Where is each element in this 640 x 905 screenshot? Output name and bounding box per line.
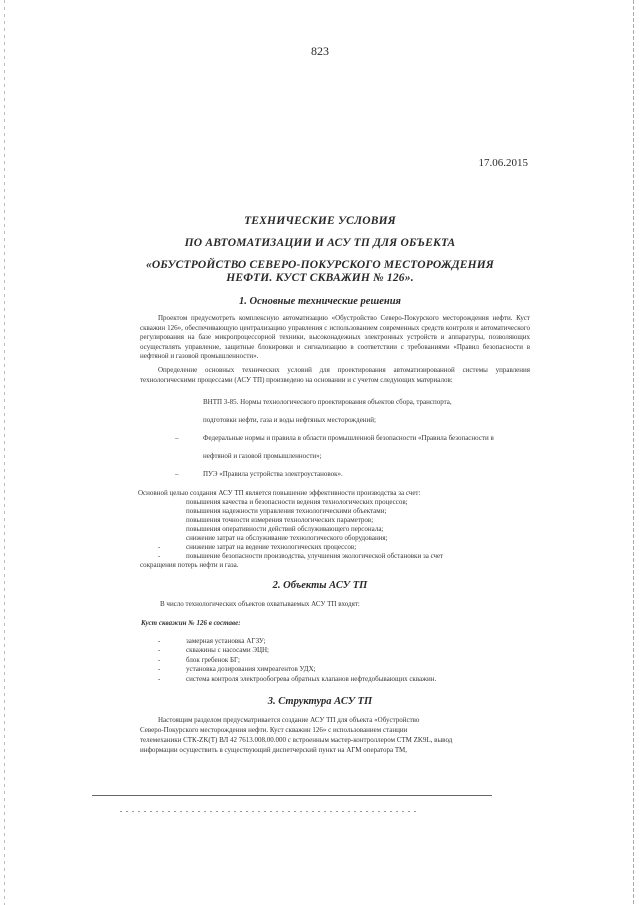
goal-item: снижение затрат на ведение технологических процессов; <box>186 543 357 551</box>
section-3-line-4: информации осуществить в существующий диспетчерский пункт на АГМ оператора ТМ, <box>140 746 407 754</box>
section-2-subheading: Куст скважин № 126 в составе: <box>141 619 241 627</box>
list-dash: - <box>158 656 161 664</box>
reference-2-line-1: Федеральные нормы и правила в области промышленной безопасности «Правила безопасности в <box>203 434 494 442</box>
title-line-1: ТЕХНИЧЕСКИЕ УСЛОВИЯ <box>244 215 396 227</box>
goals-intro: Основной целью создания АСУ ТП является повышение эффективности производства за счет: <box>138 489 421 497</box>
list-dash: – <box>175 470 179 478</box>
section-2-intro: В число технологических объектов охватываемых АСУ ТП входят: <box>160 600 360 608</box>
section-1-heading: 1. Основные технические решения <box>239 296 401 307</box>
footer-rule <box>92 795 492 796</box>
list-dash: - <box>158 646 161 654</box>
footer-dotted-line <box>120 811 420 812</box>
list-dash: – <box>175 434 179 442</box>
reference-1-line-2: подготовки нефти, газа и воды нефтяных месторождений; <box>203 416 376 424</box>
goal-item: снижение затрат на обслуживание технологического оборудования; <box>186 534 388 542</box>
page-number: 823 <box>311 44 329 58</box>
goal-tail: сокращения потерь нефти и газа. <box>140 561 239 569</box>
object-item: скважины с насосами ЭЦН; <box>186 646 270 654</box>
title-line-4: НЕФТИ. КУСТ СКВАЖИН № 126». <box>226 272 414 284</box>
document-date: 17.06.2015 <box>478 157 528 169</box>
reference-3: ПУЭ «Правила устройства электроустановок». <box>203 470 343 478</box>
object-item: замерная установка АГЗУ; <box>186 637 266 645</box>
list-dash: - <box>158 637 161 645</box>
goal-item: повышение безопасности производства, улучшения экологической обстановки за счет <box>186 552 444 560</box>
list-dash: - <box>158 665 161 673</box>
section-1-paragraph-2: Определение основных технических условий для проектирования автоматизированной системы управления технологическими процессами (АСУ ТП) произведено на основании и с учетом следующих материалов: <box>140 366 530 384</box>
list-dash: - <box>158 675 161 683</box>
section-3-heading: 3. Структура АСУ ТП <box>267 696 373 707</box>
section-3-line-1: Настоящим разделом предусматривается создание АСУ ТП для объекта «Обустройство <box>158 716 420 724</box>
goal-item: повышения оперативности действий обслуживающего персонала; <box>186 525 384 533</box>
section-3-line-3: телемеханики СТК-ZK(Т) ВЛ 42 7613.008.00.000 с встроенным мастер-контроллером СТМ ZK9L, вывод <box>140 736 453 744</box>
reference-2-line-2: нефтяной и газовой промышленности»; <box>203 452 322 460</box>
section-1-paragraph-1: Проектом предусмотреть комплексную автоматизацию «Обустройство Северо-Покурского месторождения нефти. Куст скважин 126», обеспечивающую централизацию управления с использованием современных средств контроля и автоматического регулирования на базе микропроцессорной техники, высоконадежных электронных устройств и аппаратуры, позволяющих осуществлять управление, защитные блокировки и сигнализацию в соответствии с требованиями «Правил безопасности в нефтяной и газовой промышленности». <box>140 314 530 361</box>
title-line-2: ПО АВТОМАТИЗАЦИИ И АСУ ТП ДЛЯ ОБЪЕКТА <box>184 237 456 249</box>
scan-edge-left <box>4 0 5 905</box>
section-3-line-2: Северо-Покурского месторождения нефти. Куст скважин 126» с использованием станции <box>140 726 408 734</box>
object-item: блок гребенок БГ; <box>186 656 240 664</box>
title-line-3: «ОБУСТРОЙСТВО СЕВЕРО-ПОКУРСКОГО МЕСТОРОЖДЕНИЯ <box>145 259 495 271</box>
scan-edge-right <box>633 0 634 905</box>
goal-item: повышения качества и безопасности ведения технологических процессов; <box>186 498 408 506</box>
reference-1-line-1: ВНТП 3-85. Нормы технологического проектирования объектов сбора, транспорта, <box>203 398 452 406</box>
section-2-heading: 2. Объекты АСУ ТП <box>272 580 368 591</box>
goal-item: повышения точности измерения технологических параметров; <box>186 516 374 524</box>
object-item: система контроля электрообогрева обратных клапанов нефтедобывающих скважин. <box>186 675 437 683</box>
object-item: установка дозирования химреагентов УДХ; <box>186 665 316 673</box>
list-dash: - <box>158 543 161 551</box>
list-dash: - <box>158 552 161 560</box>
goal-item: повышения надежности управления технологическими объектами; <box>186 507 387 515</box>
